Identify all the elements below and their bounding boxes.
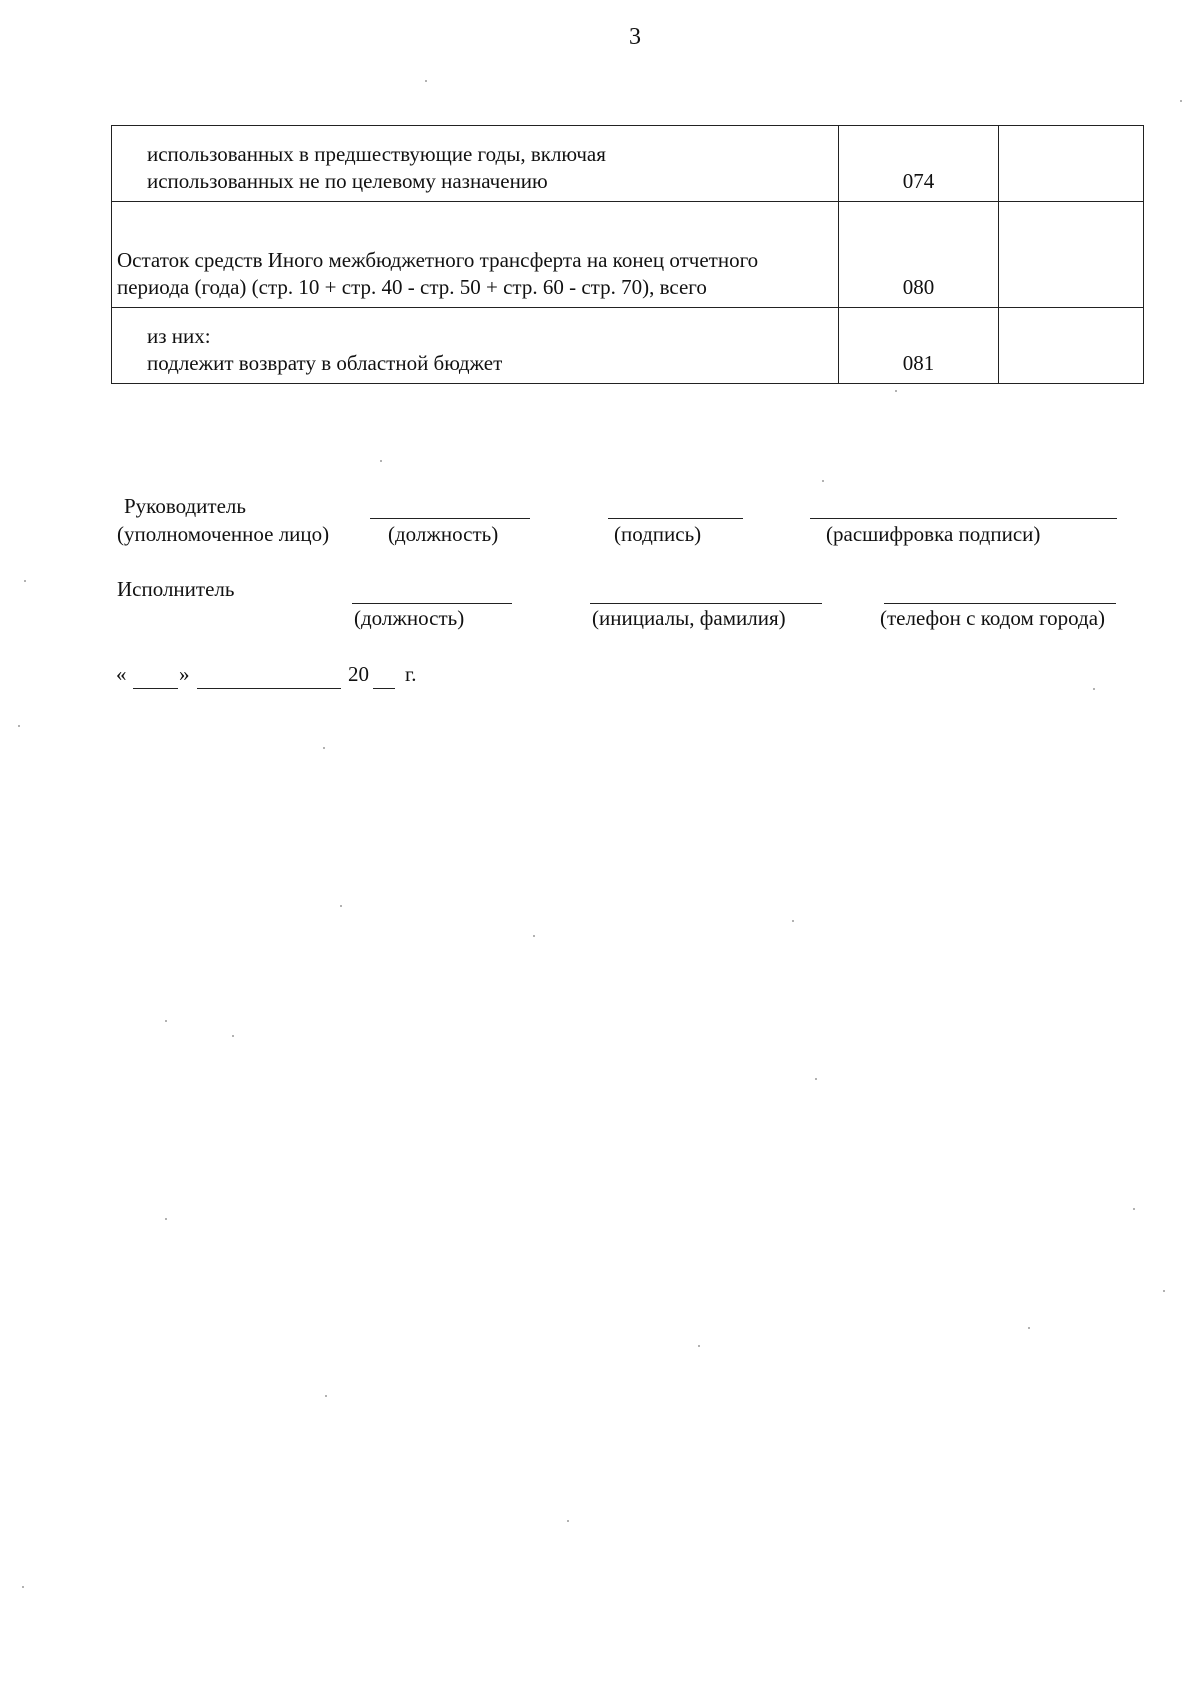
row-description-line: использованных не по целевому назначению <box>147 169 548 193</box>
row-description-line: подлежит возврату в областной бюджет <box>147 351 503 375</box>
head-position-caption: (должность) <box>388 522 499 546</box>
row-description-line: использованных в предшествующие годы, включая <box>147 142 606 166</box>
report-table <box>111 125 1144 384</box>
scan-speck <box>232 1035 234 1037</box>
executor-title: Исполнитель <box>117 577 235 601</box>
executor-phone-caption: (телефон с кодом города) <box>880 606 1106 630</box>
page-number: 3 <box>629 24 641 50</box>
row-value-cell[interactable] <box>999 126 1144 202</box>
table-row-080 <box>112 202 1144 308</box>
scan-speck <box>822 480 824 482</box>
scan-speck <box>1093 688 1095 690</box>
row-description <box>112 126 839 202</box>
head-signature-line[interactable] <box>608 518 743 519</box>
head-position-line[interactable] <box>370 518 530 519</box>
scan-speck <box>895 390 897 392</box>
scan-speck <box>165 1218 167 1220</box>
row-description <box>112 308 839 384</box>
executor-name-caption: (инициалы, фамилия) <box>592 606 786 630</box>
row-description-text: Остаток средств Иного межбюджетного трансферта на конец отчетного периода (года) (стр. 10 + стр. 40 - стр. 50 + стр. 60 - стр. 70), всего <box>117 248 759 299</box>
row-code: 081 <box>839 308 999 384</box>
date-day-line[interactable] <box>133 688 178 689</box>
date-close-quote: » <box>179 662 190 686</box>
scan-speck <box>1180 100 1182 102</box>
date-year-suffix: г. <box>405 662 417 686</box>
head-subtitle: (уполномоченное лицо) <box>117 522 330 546</box>
executor-position-caption: (должность) <box>354 606 465 630</box>
date-open-quote: « <box>116 662 127 686</box>
scan-speck <box>567 1520 569 1522</box>
row-code: 074 <box>839 126 999 202</box>
date-year-prefix: 20 <box>348 662 369 686</box>
row-description-line: из них: <box>147 324 211 348</box>
scan-speck <box>815 1078 817 1080</box>
scan-speck <box>165 1020 167 1022</box>
scan-speck <box>1163 1290 1165 1292</box>
executor-phone-line[interactable] <box>884 603 1116 604</box>
scan-speck <box>18 725 20 727</box>
executor-name-line[interactable] <box>590 603 822 604</box>
scan-speck <box>24 580 26 582</box>
scan-speck <box>533 935 535 937</box>
scan-speck <box>425 80 427 82</box>
scan-speck <box>22 1586 24 1588</box>
scan-speck <box>1028 1327 1030 1329</box>
row-value-cell[interactable] <box>999 202 1144 308</box>
table-row-081 <box>112 308 1144 384</box>
head-title: Руководитель <box>124 494 246 518</box>
head-decoding-line[interactable] <box>810 518 1117 519</box>
scan-speck <box>1133 1208 1135 1210</box>
scan-speck <box>698 1345 700 1347</box>
table-row-074 <box>112 126 1144 202</box>
head-signature-caption: (подпись) <box>614 522 702 546</box>
scan-speck <box>323 747 325 749</box>
scan-speck <box>380 460 382 462</box>
date-month-line[interactable] <box>197 688 341 689</box>
row-value-cell[interactable] <box>999 308 1144 384</box>
scan-speck <box>325 1395 327 1397</box>
date-year-line[interactable] <box>373 688 395 689</box>
executor-position-line[interactable] <box>352 603 512 604</box>
row-code: 080 <box>839 202 999 308</box>
row-description <box>112 202 839 308</box>
scan-speck <box>792 920 794 922</box>
scan-speck <box>340 905 342 907</box>
head-decoding-caption: (расшифровка подписи) <box>826 522 1041 546</box>
